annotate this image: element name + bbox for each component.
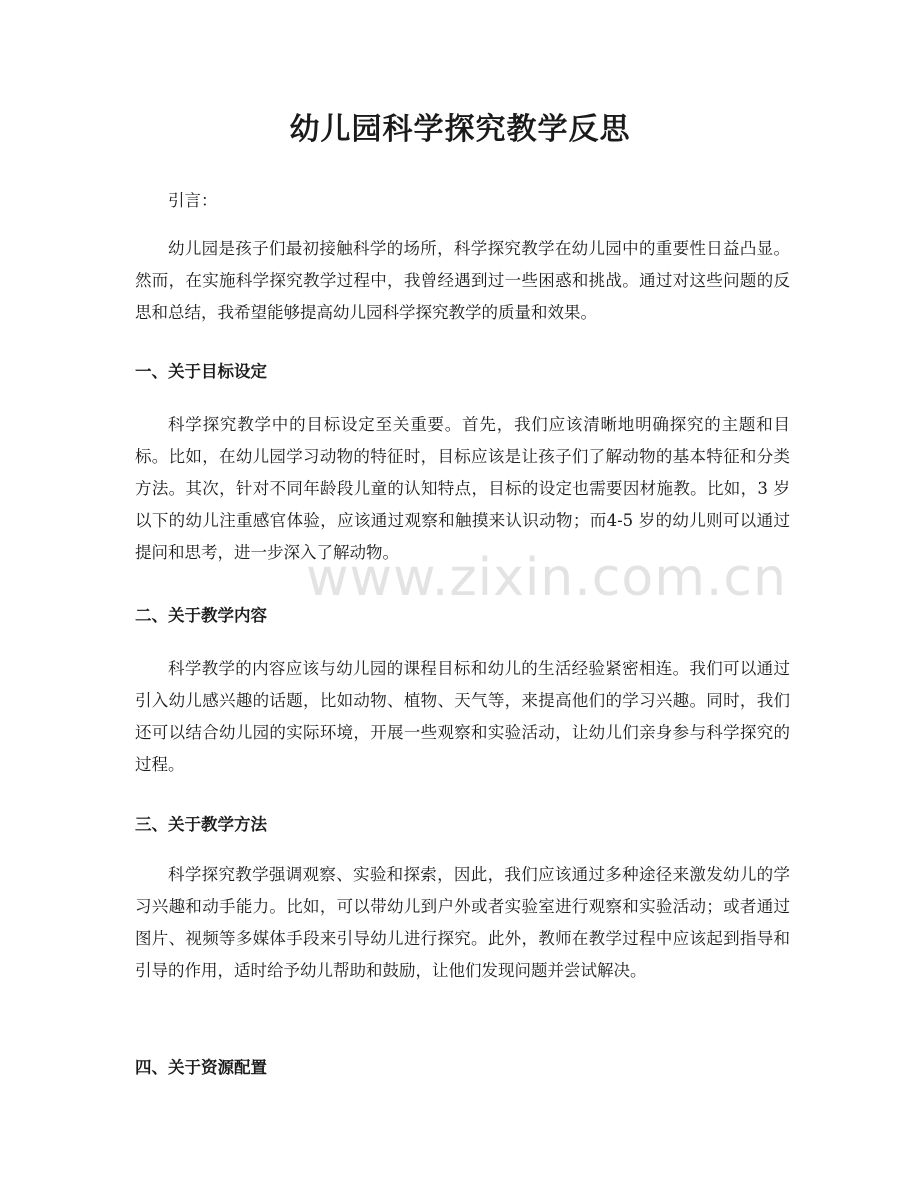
section-paragraph-methods: 科学探究教学强调观察、实验和探索，因此，我们应该通过多种途径来激发幼儿的学习兴趣和动手能力。比如，可以带幼儿到户外或者实验室进行观察和实验活动；或者通过图片、视频等多媒体手段来引导幼儿进行探究。此外，教师在教学过程中应该起到指导和引导的作用，适时给予幼儿帮助和鼓励，让他们发现问题并尝试解决。 <box>135 865 790 980</box>
intro-paragraph: 幼儿园是孩子们最初接触科学的场所，科学探究教学在幼儿园中的重要性日益凸显。然而，在实施科学探究教学过程中，我曾经遇到过一些困惑和挑战。通过对这些问题的反思和总结，我希望能够提高幼儿园科学探究教学的质量和效果。 <box>135 239 790 322</box>
document-title: 幼儿园科学探究教学反思 <box>289 112 631 147</box>
intro-label: 引言： <box>168 191 218 210</box>
section-heading-methods: 三、关于教学方法 <box>135 815 267 834</box>
section-heading-content: 二、关于教学内容 <box>135 606 267 625</box>
section-heading-resources: 四、关于资源配置 <box>135 1058 267 1077</box>
watermark: www.zixin.com.cn <box>306 548 787 608</box>
section-paragraph-goals: 科学探究教学中的目标设定至关重要。首先，我们应该清晰地明确探究的主题和目标。比如，在幼儿园学习动物的特征时，目标应该是让孩子们了解动物的基本特征和分类方法。其次，针对不同年龄段儿童的认知特点，目标的设定也需要因材施教。比如，3 岁以下的幼儿注重感官体验，应该通过观察和触摸来认识动物；而4-5 岁的幼儿则可以通过提问和思考，进一步深入了解动物。 <box>135 415 790 562</box>
section-paragraph-content: 科学教学的内容应该与幼儿园的课程目标和幼儿的生活经验紧密相连。我们可以通过引入幼儿感兴趣的话题，比如动物、植物、天气等，来提高他们的学习兴趣。同时，我们还可以结合幼儿园的实际环境，开展一些观察和实验活动，让幼儿们亲身参与科学探究的过程。 <box>135 659 790 774</box>
section-heading-goals: 一、关于目标设定 <box>135 362 267 381</box>
